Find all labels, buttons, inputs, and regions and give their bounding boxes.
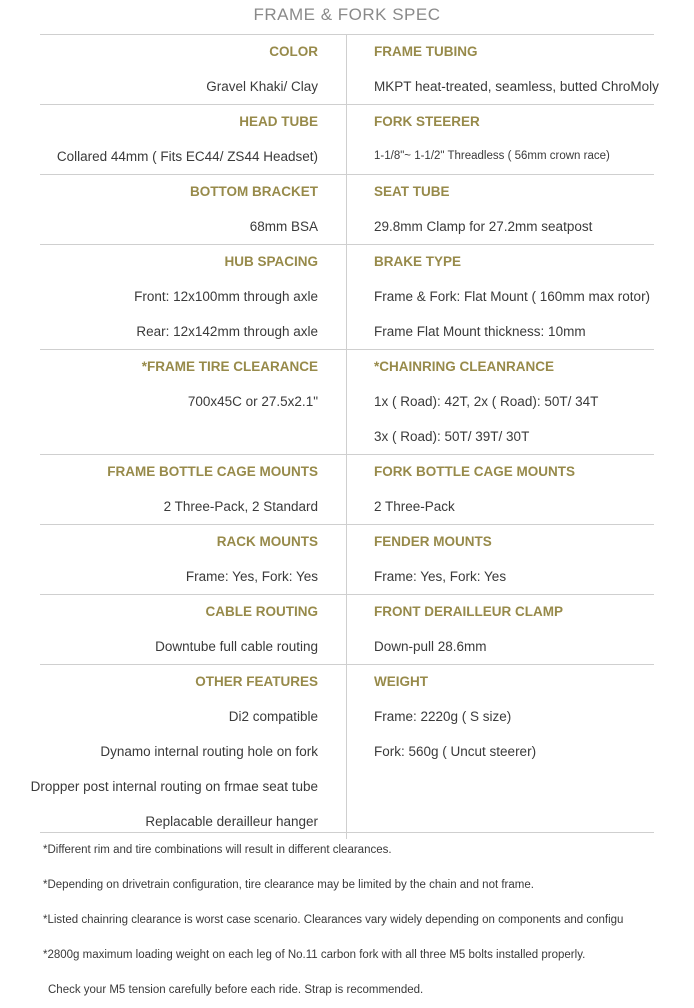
spec-heading: BRAKE TYPE: [374, 254, 462, 269]
spec-right-column: [346, 245, 694, 349]
spec-table: [0, 34, 694, 839]
spec-right-column: [346, 35, 694, 104]
spec-value: Fork: 560g ( Uncut steerer): [374, 744, 537, 759]
spec-left-column: [0, 665, 346, 839]
spec-value: 29.8mm Clamp for 27.2mm seatpost: [374, 219, 593, 234]
spec-heading: FORK STEERER: [374, 114, 480, 129]
spec-row: [40, 174, 654, 244]
spec-left-column: [0, 35, 346, 104]
spec-row: [40, 244, 654, 349]
spec-value: Rear: 12x142mm through axle: [136, 324, 318, 339]
spec-value: 1-1/8"~ 1-1/2" Threadless ( 56mm crown race): [374, 150, 610, 162]
spec-left-column: [0, 105, 346, 174]
spec-heading: FRONT DERAILLEUR CLAMP: [374, 604, 563, 619]
spec-value: Frame: Yes, Fork: Yes: [374, 569, 507, 584]
spec-value: Frame: 2220g ( S size): [374, 709, 512, 724]
footnote: *2800g maximum loading weight on each leg of No.11 carbon fork with all three M5 bolts installed properly.: [43, 949, 586, 961]
spec-value: 3x ( Road): 50T/ 39T/ 30T: [374, 429, 530, 444]
spec-heading: COLOR: [269, 44, 318, 59]
spec-heading: SEAT TUBE: [374, 184, 450, 199]
spec-left-column: [0, 350, 346, 454]
spec-heading: HEAD TUBE: [239, 114, 318, 129]
spec-row: [40, 594, 654, 664]
spec-value: MKPT heat-treated, seamless, butted ChroMoly: [374, 79, 659, 94]
spec-value: Di2 compatible: [228, 709, 318, 724]
spec-value: Frame & Fork: Flat Mount ( 160mm max rotor): [374, 289, 651, 304]
spec-value: Frame: Yes, Fork: Yes: [185, 569, 318, 584]
spec-heading: *FRAME TIRE CLEARANCE: [141, 359, 318, 374]
spec-heading: CABLE ROUTING: [205, 604, 318, 619]
spec-heading: FRAME TUBING: [374, 44, 478, 59]
spec-heading: RACK MOUNTS: [216, 534, 318, 549]
spec-heading: *CHAINRING CLEANRANCE: [374, 359, 555, 374]
spec-value: 68mm BSA: [249, 219, 318, 234]
spec-right-column: [346, 525, 694, 594]
spec-value: 2 Three-Pack: [374, 499, 455, 514]
footnote: *Different rim and tire combinations will result in different clearances.: [43, 844, 392, 856]
spec-row: [40, 34, 659, 104]
spec-value: 1x ( Road): 42T, 2x ( Road): 50T/ 34T: [374, 394, 599, 409]
spec-row: [40, 524, 654, 594]
spec-left-column: [0, 455, 346, 524]
spec-heading: FORK BOTTLE CAGE MOUNTS: [374, 464, 575, 479]
spec-value: Down-pull 28.6mm: [374, 639, 487, 654]
spec-heading: BOTTOM BRACKET: [190, 184, 318, 199]
spec-left-column: [0, 175, 346, 244]
spec-value: 2 Three-Pack, 2 Standard: [163, 499, 318, 514]
spec-heading: FRAME BOTTLE CAGE MOUNTS: [107, 464, 318, 479]
spec-row: [30, 664, 654, 839]
spec-right-column: [346, 595, 694, 664]
spec-value: Frame Flat Mount thickness: 10mm: [374, 324, 586, 339]
spec-right-column: [346, 665, 694, 839]
spec-value: Gravel Khaki/ Clay: [206, 79, 318, 94]
spec-row: [40, 454, 654, 524]
footnote: *Listed chainring clearance is worst case scenario. Clearances vary widely depending on components and configu: [43, 914, 624, 926]
spec-heading: FENDER MOUNTS: [374, 534, 492, 549]
page-title: FRAME & FORK SPEC: [253, 5, 441, 24]
spec-heading: WEIGHT: [374, 674, 428, 689]
spec-heading: HUB SPACING: [224, 254, 318, 269]
spec-right-column: [346, 105, 694, 174]
spec-right-column: [346, 175, 694, 244]
footnote: Check your M5 tension carefully before each ride. Strap is recommended.: [48, 984, 424, 996]
spec-value: 700x45C or 27.5x2.1": [187, 394, 318, 409]
spec-value: Replacable derailleur hanger: [145, 814, 318, 829]
spec-value: Dropper post internal routing on frmae seat tube: [30, 779, 318, 794]
footnotes: [40, 832, 654, 1008]
spec-heading: OTHER FEATURES: [195, 674, 318, 689]
spec-right-column: [346, 455, 694, 524]
spec-value: Dynamo internal routing hole on fork: [100, 744, 318, 759]
spec-left-column: [0, 525, 346, 594]
spec-value: Front: 12x100mm through axle: [134, 289, 318, 304]
spec-row: [40, 349, 654, 454]
spec-left-column: [0, 245, 346, 349]
spec-row: [40, 104, 654, 174]
footnote: *Depending on drivetrain configuration, tire clearance may be limited by the chain and not frame.: [43, 879, 534, 891]
spec-value: Collared 44mm ( Fits EC44/ ZS44 Headset): [56, 149, 318, 164]
spec-left-column: [0, 595, 346, 664]
spec-value: Downtube full cable routing: [155, 639, 318, 654]
spec-right-column: [346, 350, 694, 454]
